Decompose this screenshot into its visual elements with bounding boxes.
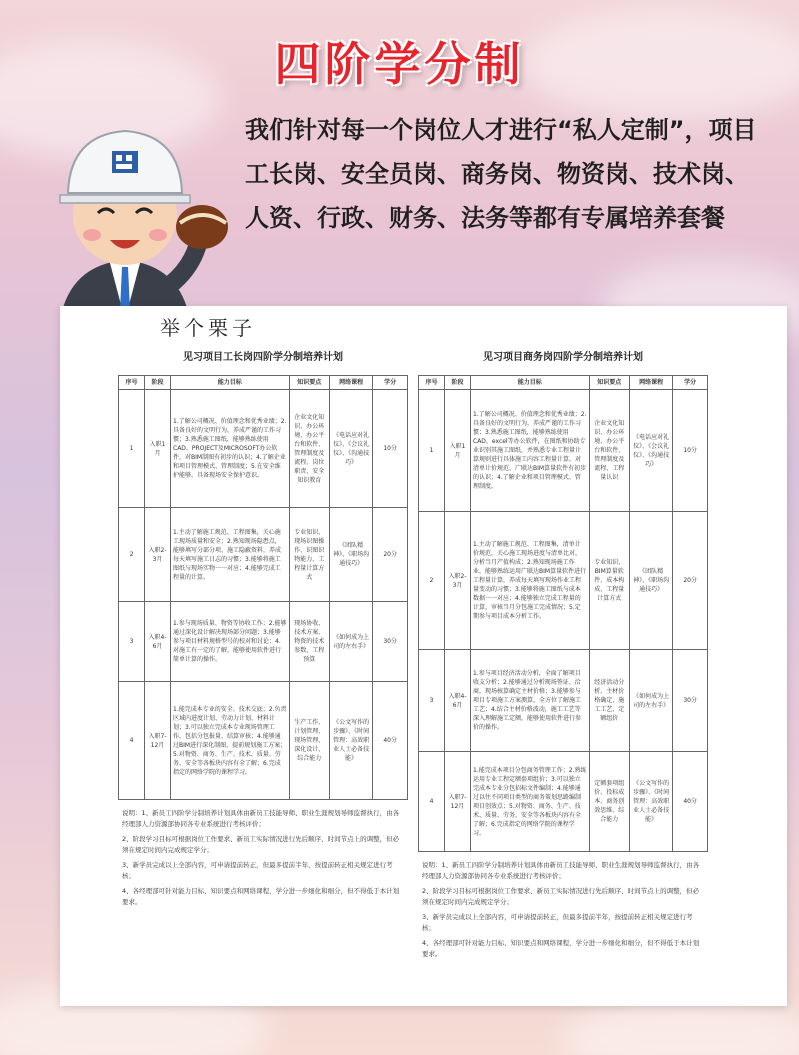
col-header-knowledge: 知识要点: [589, 376, 629, 390]
row-credit: 20分: [373, 508, 408, 602]
table-row: [119, 682, 408, 800]
row-no: 2: [419, 512, 445, 650]
row-courses: 《团队精神》、《职场沟通技巧》: [329, 508, 372, 602]
col-header-stage: 阶段: [445, 376, 471, 390]
row-stage: 入职1月: [145, 390, 171, 508]
col-header-knowledge: 知识要点: [289, 376, 329, 390]
table-row: [119, 508, 408, 602]
note-line: 说明：1、新员工四阶学分制培养计划具体由新员工技能导师、职业生涯规划导师监督执行，由各经理部人力资源部协同各专业系统进行考核评价；: [422, 861, 700, 880]
note-line: 4、各经理部可针对能力目标、知识要点和网络课程，学分进一步细化和细分，但不得低于本计划要求。: [122, 887, 400, 906]
table-row: [419, 512, 708, 650]
left-plan-title: 见习项目工长岗四阶学分制培养计划: [183, 352, 343, 363]
row-courses: 《公文写作的步骤》、《时间管理：高效职业人士必备技能》: [329, 682, 372, 800]
row-knowledge: 定额套项组价、投标成本、商务创效思维、综合能力: [589, 752, 629, 852]
row-knowledge: 专业知识、BIM算量软件、成本构成、工程量计算方式: [589, 512, 629, 650]
row-courses: 《团队精神》、《职场沟通技巧》: [629, 512, 672, 650]
row-knowledge: 经济活动分析、主材价格确定、施工工艺、定额组价: [589, 650, 629, 752]
col-header-credit: 学分: [673, 376, 708, 390]
row-knowledge: 专业知识、现场识图操作、识图识物能力、工程量计算方式: [289, 508, 329, 602]
row-goals: 1.参与现场质量、物资等协收工作；2.能够通过深化设计解决现场部分问题；3.能够参与项目材料规格型号的校对和讨论；4.对施工有一定的了解，能够使用软件进行简单计算的操作。: [171, 602, 290, 682]
row-courses: 《电话应对礼仪》、《会议礼仪》、《沟通技巧》: [329, 390, 372, 508]
right-training-plan: [418, 348, 708, 964]
col-header-courses: 网络课程: [329, 376, 372, 390]
table-row: [419, 752, 708, 852]
col-header-no: 序号: [119, 376, 145, 390]
intro-text: 我们针对每一个岗位人才进行“私人定制”，项目工长岗、安全员岗、商务岗、物资岗、技术岗、人资、行政、财务、法务等都有专属培养套餐: [245, 116, 757, 232]
row-credit: 10分: [673, 390, 708, 512]
right-plan-notes: [418, 860, 708, 960]
row-credit: 10分: [373, 390, 408, 508]
note-line: 4、各经理部可针对能力目标、知识要点和网络课程，学分进一步细化和细分，但不得低于本计划要求。: [422, 939, 700, 958]
row-credit: 40分: [673, 752, 708, 852]
note-line: 3、新学员完成以上全部内容，可申请提前转正，但最多提前半年，按提前转正相关规定进行考核；: [422, 913, 693, 932]
row-goals: 1.能完成本专业的安全、技术交底；2.负责区域内进度计划、劳动力计划、材料计划；3.可以独立完成本专业现场管理工作，包括分包报量、结算审核；4.能够通过BIM进行深化制图，提前规划施工方案；5.对物资、商务、生产、技术、质量、劳务、安全等各板块内容有全了解；6.完成指定的网络学院的课程学习。: [171, 682, 290, 800]
row-courses: 《如何成为上司的左右手》: [329, 602, 372, 682]
row-goals: 1.主动了解施工规范、工程图集，清单计价规范，关心施工现场进度与清单比对，分析当月产值构成；2.熟知现场施工作业，能够熟练运用广联达BIM算量软件进行工程量计算，养成每天填写现场作业工程量变动的习惯；3.能够将施工图纸与成本数据一一对应；4.能够独立完成工程量的计算，审核当月分包施工完成情况；5.定期参与项目成本分析工作。: [471, 512, 590, 650]
table-row: [419, 650, 708, 752]
row-stage: 入职7-12月: [445, 752, 471, 852]
row-goals: 1.了解公司概况、价值理念和优秀业绩；2.具备良好的文明行为，养成严谨的工作习惯；3.熟悉施工图纸，能够熟练使用CAD、PROJECT及MICROSOFT办公软件，对BIM制图有初步的认识；4.了解企业和项目管理模式、管理制度；5.在安全维护能够，具备现场安全保护意识。: [171, 390, 290, 508]
row-no: 3: [119, 602, 145, 682]
background-cloud: [560, 1000, 799, 1055]
row-stage: 入职7-12月: [145, 682, 171, 800]
table-row: [119, 602, 408, 682]
col-header-no: 序号: [419, 376, 445, 390]
left-plan-notes: [118, 808, 408, 908]
col-header-courses: 网络课程: [629, 376, 672, 390]
col-header-stage: 阶段: [145, 376, 171, 390]
row-knowledge: 现场协收、技术方案、物资的技术参数、工程预算: [289, 602, 329, 682]
table-header-row: [419, 376, 708, 390]
row-no: 1: [119, 390, 145, 508]
row-goals: 1.能完成本项目分包商务管理工作；2.熟练运用专业工程定额套项组价；3.可以独立完成本专业分包招标文件编制；4.能够通过以往不同项目类型的商务策划思路编制项目创效点；5.对物资、商务、生产、技术、质量、劳务、安全等各板块内容有全了解；6.完成指定的网络学院的课程学习。: [471, 752, 590, 852]
note-line: 说明：1、新员工四阶学分制培养计划具体由新员工技能导师、职业生涯规划导师监督执行，由各经理部人力资源部协同各专业系统进行考核评价；: [122, 809, 400, 828]
poster-title: 四阶学分制: [274, 37, 525, 91]
row-credit: 20分: [673, 512, 708, 650]
left-plan-table: [118, 375, 408, 800]
table-header-row: [119, 376, 408, 390]
row-stage: 入职4-6月: [445, 650, 471, 752]
right-plan-table: [418, 375, 708, 852]
row-goals: 1.主动了解施工规范、工程图集，关心施工现场质量和安全；2.熟知现场隐患点，能够填写分部分项、施工隐蔽资料，养成每天填写施工日志的习惯；3.能够将施工图纸与现场实物一一对应；4.能够完成工程量的计算。: [171, 508, 290, 602]
row-credit: 30分: [373, 602, 408, 682]
table-row: [419, 390, 708, 512]
row-courses: 《电话应对礼仪》、《会议礼仪》、《沟通技巧》: [629, 390, 672, 512]
row-courses: 《如何成为上司的左右手》: [629, 650, 672, 752]
row-no: 4: [119, 682, 145, 800]
row-knowledge: 生产工作、计划管理、现场管理、深化设计、综合能力: [289, 682, 329, 800]
row-no: 1: [419, 390, 445, 512]
col-header-goals: 能力目标: [171, 376, 290, 390]
row-knowledge: 企业文化知识、办公环境、办公平台和软件、管理制度及流程、岗位职责、安全知识教育: [289, 390, 329, 508]
note-line: 2、阶段学习目标可根据岗位工作要求、新员工实际情况进行先后顺序、时间节点上的调整，但必须在规定时间内完成规定学分；: [122, 835, 400, 854]
row-stage: 入职2-3月: [145, 508, 171, 602]
row-stage: 入职1月: [445, 390, 471, 512]
col-header-credit: 学分: [373, 376, 408, 390]
col-header-goals: 能力目标: [471, 376, 590, 390]
row-no: 3: [419, 650, 445, 752]
left-training-plan: [118, 348, 408, 912]
row-no: 2: [119, 508, 145, 602]
row-credit: 30分: [673, 650, 708, 752]
table-row: [119, 390, 408, 508]
row-stage: 入职2-3月: [445, 512, 471, 650]
right-plan-title: 见习项目商务岗四阶学分制培养计划: [483, 352, 643, 363]
row-courses: 《公文写作的步骤》、《时间管理：高效职业人士必备技能》: [629, 752, 672, 852]
row-goals: 1.参与项目经济活动分析，全面了解项目收支分析；2.能够通过分析现场签证、洽商，现场核算确定主材价格；3.能够参与项目专项施工方案测算，全方位了解施工工艺；4.结合主材价格波动，施工工艺等深入理解施工定额，能够使用软件进行参价的操作。: [471, 650, 590, 752]
row-stage: 入职4-6月: [145, 602, 171, 682]
construction-worker-mascot-icon: [30, 95, 240, 325]
row-credit: 40分: [373, 682, 408, 800]
note-line: 2、阶段学习目标可根据岗位工作要求、新员工实际情况进行先后顺序、时间节点上的调整，但必须在规定时间内完成规定学分；: [422, 887, 700, 906]
row-no: 4: [419, 752, 445, 852]
example-label: 举个栗子: [160, 316, 256, 340]
row-goals: 1.了解公司概况、价值理念和优秀业绩；2.具备良好的文明行为，养成严谨的工作习惯；3.熟悉施工图纸，能够熟练使用CAD、excel等办公软件，在图纸和协助专业识别其施工图纸，并熟悉专业工程量计算规则进行具体施工内容工程量计算，对清单计价规范、广联达BIM算量软件有初步的认识；4.了解企业和项目管理模式、管理制度。: [471, 390, 590, 512]
note-line: 3、新学员完成以上全部内容，可申请提前转正，但最多提前半年，按提前转正相关规定进行考核；: [122, 861, 393, 880]
row-knowledge: 企业文化知识、办公环境、办公平台和软件、管理制度及流程、工程量认识: [589, 390, 629, 512]
